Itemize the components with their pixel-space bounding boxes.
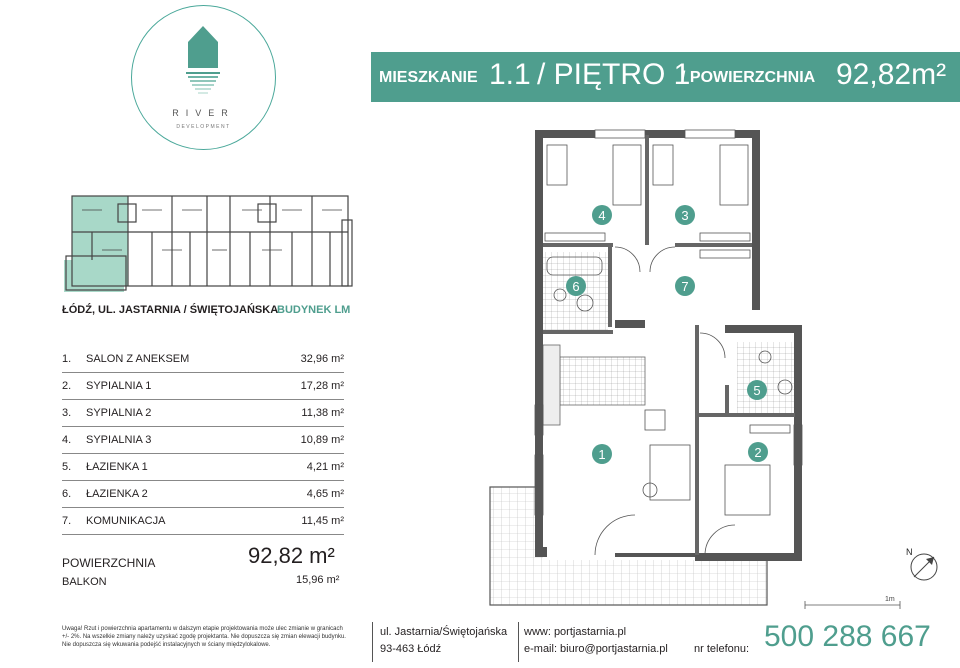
building-name: BUDYNEK LM [277,304,351,316]
room-number: 2. [62,380,72,392]
room-row [62,373,344,400]
logo-subtitle: DEVELOPMENT [176,124,231,130]
room-row [62,454,344,481]
room-name: ŁAZIENKA 1 [86,461,148,473]
room-name: SYPIALNIA 3 [86,434,152,446]
room-area: 17,28 m² [300,380,344,392]
room-number: 1. [62,353,72,365]
apartment-banner [371,52,960,102]
footer-divider [518,622,519,662]
scale-label: 1m [885,596,895,603]
kitchen-counter [560,357,645,405]
room-number: 4. [62,434,72,446]
disclaimer-note: Uwaga! Rzut i powierzchnia apartamentu w dalszym etapie projektowania może ulec zmianie w granicach +/- 2%. Na wszelkie zmiany należy uzyskać zgodę projektanta. Nie dopuszcza się zmian elewacji budynku. Nie dopuszcza się wkuwania podejść instalacyjnych w ściany międzylokalowe. [62,626,346,648]
room-area: 11,45 m² [301,515,344,527]
footer-street: ul. Jastarnia/Świętojańska [380,626,508,638]
footer-city: 93-463 Łódź [380,643,442,655]
floor-label: / PIĘTRO 1 [537,58,691,91]
floor-plan [485,125,955,617]
area-value: 92,82m² [836,58,947,91]
room-row [62,481,344,508]
room-area: 4,65 m² [306,488,344,500]
footer-email-link[interactable]: e-mail: biuro@portjastarnia.pl [524,643,668,655]
area-label: / POWIERZCHNIA [681,69,816,86]
room-row [62,508,344,535]
balcony-label: BALKON [62,576,107,588]
room-area: 4,21 m² [306,461,344,473]
balcony-value: 15,96 m² [296,574,340,586]
logo-house-icon [178,18,228,104]
compass-label: N [906,547,913,557]
room-number: 7. [62,515,72,527]
room-area: 32,96 m² [300,353,344,365]
site-plan [62,190,362,295]
room-number: 3. [62,407,72,419]
footer-web-link[interactable]: www: portjastarnia.pl [524,626,627,638]
room-name: ŁAZIENKA 2 [86,488,148,500]
room-row [62,427,344,454]
room-label-3: 3 [681,208,689,223]
room-name: SYPIALNIA 1 [86,380,152,392]
room-row [62,400,344,427]
room-label-2: 2 [754,445,762,460]
phone-label: nr telefonu: [694,643,750,655]
room-label-5: 5 [753,383,761,398]
room-number: 6. [62,488,72,500]
apartment-number: 1.1 [489,58,531,91]
phone-number[interactable]: 500 288 667 [764,620,931,653]
compass-icon [904,545,944,585]
total-area-value: 92,82 m² [248,543,335,568]
room-label-7: 7 [681,279,689,294]
room-area: 11,38 m² [301,407,344,419]
room-label-6: 6 [572,279,580,294]
room-area: 10,89 m² [300,434,344,446]
address: ŁÓDŹ, UL. JASTARNIA / ŚWIĘTOJAŃSKA [62,304,279,316]
room-name: KOMUNIKACJA [86,515,166,527]
apartment-label: MIESZKANIE [379,69,478,86]
logo-name: RIVER [172,108,235,118]
room-label-1: 1 [598,447,606,462]
room-number: 5. [62,461,72,473]
bathroom-floor [737,342,795,414]
room-name: SYPIALNIA 2 [86,407,152,419]
total-area-label: POWIERZCHNIA [62,556,156,570]
room-row [62,346,344,373]
room-label-4: 4 [598,208,606,223]
room-name: SALON Z ANEKSEM [86,353,190,365]
footer-divider [372,622,373,662]
